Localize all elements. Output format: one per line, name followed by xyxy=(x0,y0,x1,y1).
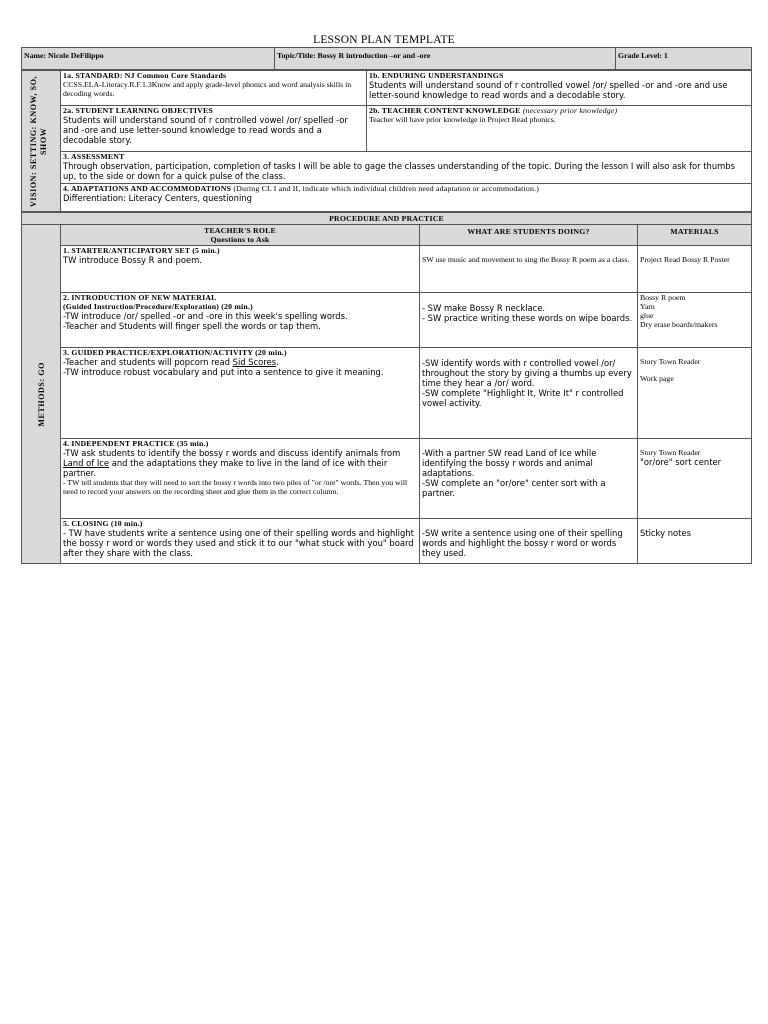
lesson-topic: Topic/Title: Bossy R introduction –or and -ore xyxy=(275,48,616,70)
teacher-role-subtitle: Questions to Ask xyxy=(210,235,270,244)
step-5-material: Sticky notes xyxy=(640,528,691,538)
teacher-name: Name: Nicole DeFilippo xyxy=(22,48,275,70)
step-2-students xyxy=(420,293,638,348)
assessment-cell xyxy=(61,152,752,184)
enduring-text: Students will understand sound of r controlled vowel /or/ spelled -or and -ore and use letter-sound knowledge to read words and a decodable story. xyxy=(369,80,728,100)
methods-sidebar xyxy=(22,225,61,564)
objectives-heading: 2a. STUDENT LEARNING OBJECTIVES xyxy=(63,106,213,115)
adaptations-heading: 4. ADAPTATIONS AND ACCOMMODATIONS xyxy=(63,184,232,193)
content-knowledge-cell xyxy=(367,106,752,152)
students-header: WHAT ARE STUDENTS DOING? xyxy=(420,225,638,246)
step-3-teacher xyxy=(61,348,420,439)
standard-text: Know and apply grade-level phonics and word analysis skills in decoding words. xyxy=(63,80,352,98)
step-1-students xyxy=(420,246,638,293)
step-5-students xyxy=(420,519,638,564)
step-2-material: glue xyxy=(640,311,654,320)
step-1-material: Project Read Bossy R Poster xyxy=(640,255,730,264)
content-knowledge-note: (necessary prior knowledge) xyxy=(522,106,618,115)
assessment-text: Through observation, participation, completion of tasks I will be able to gage the classes understanding of the topic. During the lesson I will also ask for thumbs up, to the side or down for a quick pulse of the class. xyxy=(63,161,735,181)
step-5-students-line: -SW write a sentence using one of their spelling words and highlight the bossy r word or words they used. xyxy=(422,528,623,558)
step-1-heading: 1. STARTER/ANTICIPATORY SET (5 min.) xyxy=(63,246,220,255)
step-row xyxy=(22,246,752,293)
content-knowledge-heading: 2b. TEACHER CONTENT KNOWLEDGE xyxy=(369,106,521,115)
step-4-teacher-pre: -TW ask students to identify the bossy r words and discuss identify animals from xyxy=(63,448,401,458)
step-3-students-line: -SW complete "Highlight It, Write It" r controlled vowel activity. xyxy=(422,388,624,408)
step-3-teacher-pre: -Teacher and students will popcorn read xyxy=(63,357,233,367)
enduring-cell xyxy=(367,71,752,106)
step-4-students-line: -With a partner SW read Land of Ice while identifying the bossy r words and animal adaptations. xyxy=(422,448,597,478)
step-4-students-line: -SW complete an "or/ore" center sort with a partner. xyxy=(422,478,606,498)
step-2-students-line: - SW make Bossy R necklace. xyxy=(422,303,546,313)
methods-label: METHODS: GO xyxy=(36,361,46,427)
step-4-teacher-note: - TW tell students that they will need to sort the bossy r words into two piles of "or /ore" words. Then you will need to record your answers on the recording sheet and glue them in the correct column. xyxy=(63,478,408,496)
step-1-students-line: SW use music and movement to sing the Bossy R poem as a class. xyxy=(422,255,630,264)
step-2-students-line: - SW practice writing these words on wipe boards. xyxy=(422,313,633,323)
step-5-teacher-line: - TW have students write a sentence using one of their spelling words and highlight the bossy r word or words they used and stick it to our "what stuck with you" board after they share with the class. xyxy=(63,528,414,558)
step-3-students xyxy=(420,348,638,439)
header-table xyxy=(21,47,752,70)
step-2-teacher-line: -TW introduce /or/ spelled -or and -ore in this week's spelling words. xyxy=(63,311,348,321)
book-title-link: Land of Ice xyxy=(63,458,110,468)
step-5-teacher xyxy=(61,519,420,564)
materials-header: MATERIALS xyxy=(638,225,752,246)
step-3-students-line: -SW identify words with r controlled vowel /or/ throughout the story by giving a thumbs up every time they hear a /or/ word. xyxy=(422,358,632,388)
step-row xyxy=(22,348,752,439)
step-3-material: Work page xyxy=(640,374,674,383)
step-4-students xyxy=(420,439,638,519)
adaptations-note: (During CL I and II, indicate which individual children need adaptation or accommodation.) xyxy=(233,184,540,193)
step-2-teacher-line: -Teacher and Students will finger spell the words or tap them. xyxy=(63,321,321,331)
teacher-role-title: TEACHER'S ROLE xyxy=(204,226,276,235)
step-4-teacher-post: and the adaptations they make to live in the land of ice with their partner. xyxy=(63,458,388,478)
step-4-material: Story Town Reader xyxy=(640,448,701,457)
procedure-heading: PROCEDURE AND PRACTICE xyxy=(22,213,752,225)
teacher-role-header xyxy=(61,225,420,246)
step-2-teacher xyxy=(61,293,420,348)
step-row xyxy=(22,439,752,519)
objectives-text: Students will understand sound of r controlled vowel /or/ spelled -or and -ore and use letter-sound knowledge to read words and a decodable story. xyxy=(63,115,348,145)
step-1-materials xyxy=(638,246,752,293)
step-row xyxy=(22,293,752,348)
enduring-heading: 1b. ENDURING UNDERSTANDINGS xyxy=(369,71,504,80)
adaptations-text: Differentiation: Literacy Centers, questioning xyxy=(63,193,252,203)
step-5-heading: 5. CLOSING (10 min.) xyxy=(63,519,143,528)
vision-sidebar xyxy=(22,71,61,212)
grade-level: Grade Level: 1 xyxy=(616,48,752,70)
content-knowledge-text: Teacher will have prior knowledge in Project Read phonics. xyxy=(369,115,556,124)
step-5-materials xyxy=(638,519,752,564)
step-2-material: Dry erase boards/makers xyxy=(640,320,718,329)
step-2-materials xyxy=(638,293,752,348)
step-2-material: Yarn xyxy=(640,302,655,311)
procedure-table xyxy=(21,212,752,564)
step-2-heading: 2. INTRODUCTION OF NEW MATERIAL xyxy=(63,293,217,302)
step-4-teacher xyxy=(61,439,420,519)
vision-table xyxy=(21,70,752,212)
step-2-material: Bossy R poem xyxy=(640,293,686,302)
vision-label: VISION: SETTING: KNOW, SO, SHOW xyxy=(29,75,48,207)
step-4-heading: 4. INDEPENDENT PRACTICE (35 min.) xyxy=(63,439,209,448)
standard-heading: 1a. STANDARD: NJ Common Core Standards xyxy=(63,71,227,80)
story-title-link: Sid Scores xyxy=(232,357,277,367)
adaptations-cell xyxy=(61,184,752,212)
step-3-material: Story Town Reader xyxy=(640,357,701,366)
step-2-subheading: (Guided Instruction/Procedure/Exploration) (20 min.) xyxy=(63,302,253,311)
step-4-material: "or/ore" sort center xyxy=(640,457,722,467)
step-4-materials xyxy=(638,439,752,519)
step-row xyxy=(22,519,752,564)
step-1-teacher-line: TW introduce Bossy R and poem. xyxy=(63,255,202,265)
page-title: LESSON PLAN TEMPLATE xyxy=(313,34,455,46)
standard-cell xyxy=(61,71,367,106)
objectives-cell xyxy=(61,106,367,152)
step-3-teacher-post: . xyxy=(276,357,279,367)
assessment-heading: 3. ASSESSMENT xyxy=(63,152,125,161)
step-3-teacher-line: -TW introduce robust vocabulary and put into a sentence to give it meaning. xyxy=(63,367,384,377)
step-3-heading: 3. GUIDED PRACTICE/EXPLORATION/ACTIVITY (20 min.) xyxy=(63,348,287,357)
standard-code: CCSS.ELA-Literacy.R.F.1.3 xyxy=(63,80,152,89)
step-1-teacher xyxy=(61,246,420,293)
step-3-materials xyxy=(638,348,752,439)
